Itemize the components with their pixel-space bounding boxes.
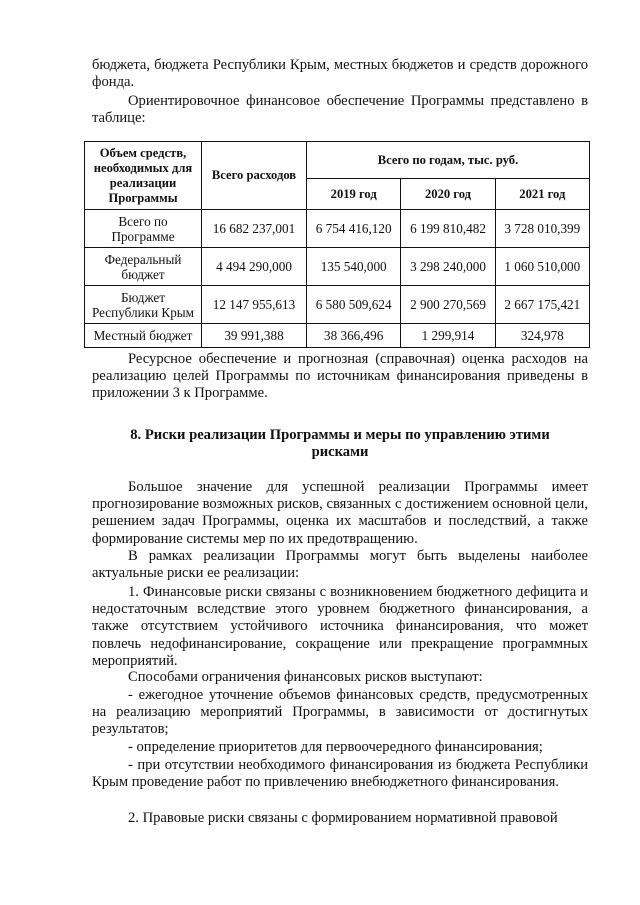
cell-2021: 2 667 175,421 xyxy=(495,286,589,324)
table-row xyxy=(85,324,590,348)
risk-intro-paragraph: Большое значение для успешной реализации Программы имеет прогнозирование возможных рисков, связанных с достижением основной цели, решением задач Программы, оценка их масштабов и последствий, а также формирование системы мер по их предотвращению. xyxy=(92,479,588,547)
header-total-expenses: Всего расходов xyxy=(202,142,307,210)
cell-2020: 6 199 810,482 xyxy=(401,210,495,248)
cell-total: 16 682 237,001 xyxy=(202,210,307,248)
cell-total: 39 991,388 xyxy=(202,324,307,348)
table-row xyxy=(85,286,590,324)
section-heading: 8. Риски реализации Программы и меры по управлению этими рисками xyxy=(130,427,550,461)
cell-2021: 3 728 010,399 xyxy=(495,210,589,248)
cell-2019: 135 540,000 xyxy=(307,248,401,286)
cell-2020: 1 299,914 xyxy=(401,324,495,348)
cell-2020: 3 298 240,000 xyxy=(401,248,495,286)
risk-list-intro: В рамках реализации Программы могут быть выделены наиболее актуальные риски ее реализации: xyxy=(92,548,588,582)
header-volume-of-funds: Объем средств, необходимых для реализации Программы xyxy=(85,142,202,210)
resource-paragraph: Ресурсное обеспечение и прогнозная (справочная) оценка расходов на реализацию целей Программы по источникам финансирования приведены в приложении 3 к Программе. xyxy=(92,351,588,402)
cell-2019: 6 754 416,120 xyxy=(307,210,401,248)
row-label: Федеральный бюджет xyxy=(85,248,202,286)
mitigation-item-extrabudgetary: - при отсутствии необходимого финансирования из бюджета Республики Крым проведение работ по привлечению внебюджетного финансирования. xyxy=(92,757,588,791)
cell-total: 12 147 955,613 xyxy=(202,286,307,324)
cell-2019: 6 580 509,624 xyxy=(307,286,401,324)
header-years-group: Всего по годам, тыс. руб. xyxy=(307,142,590,179)
financial-risks-paragraph: 1. Финансовые риски связаны с возникновением бюджетного дефицита и недостаточным вследствие этого уровнем бюджетного финансирования, а также отсутствием устойчивого источника финансирования, что может повлечь недофинансирование, сокращение или прекращение программных мероприятий. xyxy=(92,584,588,669)
mitigation-item-annual-refinement: - ежегодное уточнение объемов финансовых средств, предусмотренных на реализацию мероприятий Программы, в зависимости от достигнутых результатов; xyxy=(92,687,588,738)
row-label: Местный бюджет xyxy=(85,324,202,348)
cell-2020: 2 900 270,569 xyxy=(401,286,495,324)
legal-risks-paragraph: 2. Правовые риски связаны с формированием нормативной правовой xyxy=(128,810,558,826)
header-year-2020: 2020 год xyxy=(401,179,495,210)
row-label: Бюджет Республики Крым xyxy=(85,286,202,324)
financing-table xyxy=(84,141,590,348)
table-row xyxy=(85,210,590,248)
intro-paragraph-table-ref: Ориентировочное финансовое обеспечение Программы представлено в таблице: xyxy=(92,93,588,127)
cell-total: 4 494 290,000 xyxy=(202,248,307,286)
header-year-2021: 2021 год xyxy=(495,179,589,210)
cell-2021: 324,978 xyxy=(495,324,589,348)
risk-mitigation-intro: Способами ограничения финансовых рисков выступают: xyxy=(128,669,483,685)
header-year-2019: 2019 год xyxy=(307,179,401,210)
intro-paragraph-continued: бюджета, бюджета Республики Крым, местных бюджетов и средств дорожного фонда. xyxy=(92,57,588,91)
cell-2021: 1 060 510,000 xyxy=(495,248,589,286)
mitigation-item-priorities: - определение приоритетов для первоочередного финансирования; xyxy=(128,739,543,755)
cell-2019: 38 366,496 xyxy=(307,324,401,348)
row-label: Всего по Программе xyxy=(85,210,202,248)
table-row xyxy=(85,248,590,286)
